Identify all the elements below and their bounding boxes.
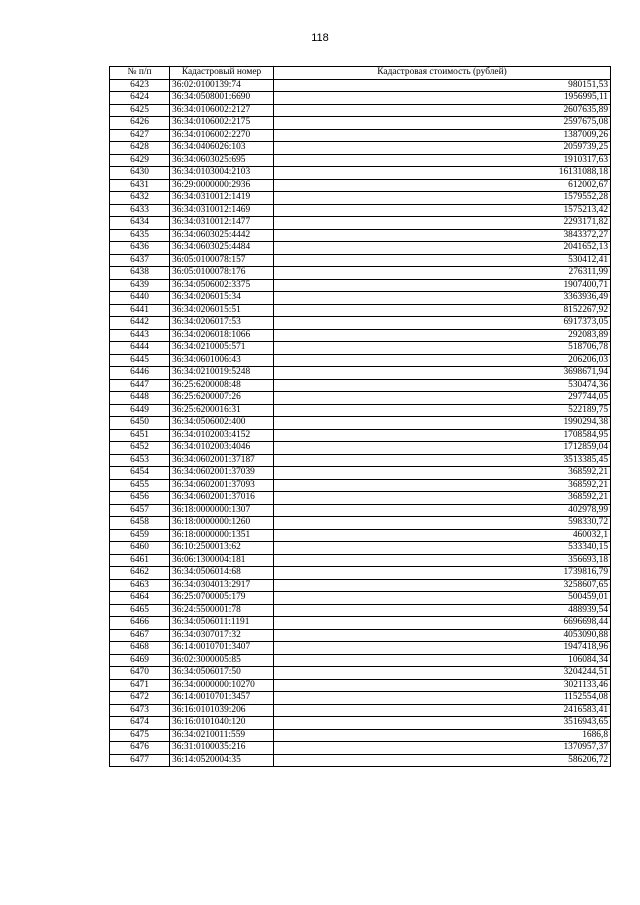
table-row	[110, 467, 611, 480]
cadastral-value-cell: 1387009,26	[274, 129, 611, 142]
table-row	[110, 629, 611, 642]
cadastral-value-cell: 3516943,65	[274, 717, 611, 730]
table-row	[110, 429, 611, 442]
table-row	[110, 754, 611, 767]
cadastral-value-cell: 2597675,08	[274, 117, 611, 130]
row-number-cell: 6477	[110, 754, 170, 767]
row-number-cell: 6466	[110, 617, 170, 630]
table-row	[110, 329, 611, 342]
cadastral-number-cell: 36:34:0102003:4046	[170, 442, 274, 455]
cadastral-value-cell: 1910317,63	[274, 154, 611, 167]
cadastral-value-cell: 1956995,11	[274, 92, 611, 105]
cadastral-number-cell: 36:34:0000000:10270	[170, 679, 274, 692]
cadastral-number-cell: 36:34:0601006:43	[170, 354, 274, 367]
column-header-cadastral-value: Кадастровая стоимость (рублей)	[274, 67, 611, 80]
table-row	[110, 217, 611, 230]
cadastral-number-cell: 36:14:0010701:3407	[170, 642, 274, 655]
cadastral-number-cell: 36:34:0206015:34	[170, 292, 274, 305]
table-row	[110, 317, 611, 330]
row-number-cell: 6434	[110, 217, 170, 230]
table-row	[110, 92, 611, 105]
row-number-cell: 6467	[110, 629, 170, 642]
cadastral-value-cell: 3204244,51	[274, 667, 611, 680]
cadastral-value-cell: 368592,21	[274, 467, 611, 480]
cadastral-value-cell: 3698671,94	[274, 367, 611, 380]
row-number-cell: 6462	[110, 567, 170, 580]
cadastral-value-cell: 292083,89	[274, 329, 611, 342]
cadastral-value-cell: 530474,36	[274, 379, 611, 392]
cadastral-number-cell: 36:25:6200008:48	[170, 379, 274, 392]
table-row	[110, 129, 611, 142]
table-row	[110, 367, 611, 380]
cadastral-number-cell: 36:18:0000000:1260	[170, 517, 274, 530]
cadastral-number-cell: 36:34:0603025:4484	[170, 242, 274, 255]
row-number-cell: 6446	[110, 367, 170, 380]
table-row	[110, 117, 611, 130]
table-row	[110, 729, 611, 742]
cadastral-number-cell: 36:34:0206015:51	[170, 304, 274, 317]
cadastral-value-table	[109, 66, 611, 767]
table-row	[110, 279, 611, 292]
row-number-cell: 6461	[110, 554, 170, 567]
cadastral-value-cell: 3258607,65	[274, 579, 611, 592]
table-row	[110, 417, 611, 430]
row-number-cell: 6438	[110, 267, 170, 280]
table-row	[110, 454, 611, 467]
table-row	[110, 604, 611, 617]
cadastral-value-cell: 4053090,88	[274, 629, 611, 642]
cadastral-value-cell: 16131088,18	[274, 167, 611, 180]
row-number-cell: 6458	[110, 517, 170, 530]
cadastral-number-cell: 36:18:0000000:1351	[170, 529, 274, 542]
cadastral-number-cell: 36:34:0210019:5248	[170, 367, 274, 380]
row-number-cell: 6432	[110, 192, 170, 205]
row-number-cell: 6451	[110, 429, 170, 442]
table-body	[110, 79, 611, 767]
table-row	[110, 592, 611, 605]
row-number-cell: 6459	[110, 529, 170, 542]
row-number-cell: 6449	[110, 404, 170, 417]
cadastral-number-cell: 36:34:0103004:2103	[170, 167, 274, 180]
table-row	[110, 442, 611, 455]
table-row	[110, 142, 611, 155]
table-row	[110, 354, 611, 367]
cadastral-number-cell: 36:34:0506002:3375	[170, 279, 274, 292]
cadastral-number-cell: 36:10:2500013:62	[170, 542, 274, 555]
cadastral-number-cell: 36:16:0101039:206	[170, 704, 274, 717]
table-row	[110, 154, 611, 167]
row-number-cell: 6469	[110, 654, 170, 667]
row-number-cell: 6424	[110, 92, 170, 105]
cadastral-number-cell: 36:25:6200016:31	[170, 404, 274, 417]
table-row	[110, 692, 611, 705]
row-number-cell: 6440	[110, 292, 170, 305]
row-number-cell: 6429	[110, 154, 170, 167]
cadastral-value-cell: 598330,72	[274, 517, 611, 530]
table-row	[110, 567, 611, 580]
cadastral-value-cell: 3513385,45	[274, 454, 611, 467]
cadastral-value-cell: 1575213,42	[274, 204, 611, 217]
cadastral-number-cell: 36:34:0210011:559	[170, 729, 274, 742]
cadastral-number-cell: 36:34:0506017:50	[170, 667, 274, 680]
table-row	[110, 742, 611, 755]
row-number-cell: 6476	[110, 742, 170, 755]
row-number-cell: 6455	[110, 479, 170, 492]
table-row	[110, 529, 611, 542]
cadastral-value-cell: 2293171,82	[274, 217, 611, 230]
row-number-cell: 6457	[110, 504, 170, 517]
cadastral-number-cell: 36:34:0406026:103	[170, 142, 274, 155]
row-number-cell: 6463	[110, 579, 170, 592]
table-row	[110, 392, 611, 405]
cadastral-number-cell: 36:34:0106002:2270	[170, 129, 274, 142]
table-row	[110, 242, 611, 255]
row-number-cell: 6470	[110, 667, 170, 680]
table-row	[110, 554, 611, 567]
cadastral-number-cell: 36:02:3000005:85	[170, 654, 274, 667]
table-row	[110, 617, 611, 630]
table-row	[110, 342, 611, 355]
cadastral-value-cell: 368592,21	[274, 479, 611, 492]
row-number-cell: 6441	[110, 304, 170, 317]
row-number-cell: 6445	[110, 354, 170, 367]
cadastral-value-cell: 488939,54	[274, 604, 611, 617]
cadastral-value-cell: 2059739,25	[274, 142, 611, 155]
row-number-cell: 6437	[110, 254, 170, 267]
cadastral-number-cell: 36:34:0102003:4152	[170, 429, 274, 442]
table-row	[110, 204, 611, 217]
row-number-cell: 6447	[110, 379, 170, 392]
row-number-cell: 6439	[110, 279, 170, 292]
cadastral-value-cell: 2416583,41	[274, 704, 611, 717]
row-number-cell: 6473	[110, 704, 170, 717]
table-row	[110, 504, 611, 517]
cadastral-number-cell: 36:34:0603025:4442	[170, 229, 274, 242]
cadastral-number-cell: 36:34:0310012:1419	[170, 192, 274, 205]
cadastral-value-cell: 6696698,44	[274, 617, 611, 630]
cadastral-number-cell: 36:34:0506011:1191	[170, 617, 274, 630]
cadastral-value-cell: 980151,53	[274, 79, 611, 92]
row-number-cell: 6443	[110, 329, 170, 342]
row-number-cell: 6450	[110, 417, 170, 430]
table-row	[110, 167, 611, 180]
table-row	[110, 192, 611, 205]
cadastral-value-cell: 530412,41	[274, 254, 611, 267]
cadastral-value-cell: 1686,8	[274, 729, 611, 742]
table-row	[110, 579, 611, 592]
table-row	[110, 404, 611, 417]
cadastral-value-cell: 1370957,37	[274, 742, 611, 755]
row-number-cell: 6431	[110, 179, 170, 192]
cadastral-value-cell: 297744,05	[274, 392, 611, 405]
row-number-cell: 6425	[110, 104, 170, 117]
cadastral-number-cell: 36:18:0000000:1307	[170, 504, 274, 517]
column-header-row-number: № п/п	[110, 67, 170, 80]
cadastral-value-cell: 276311,99	[274, 267, 611, 280]
table-row	[110, 654, 611, 667]
row-number-cell: 6456	[110, 492, 170, 505]
cadastral-value-cell: 1579552,28	[274, 192, 611, 205]
row-number-cell: 6474	[110, 717, 170, 730]
cadastral-number-cell: 36:34:0210005:571	[170, 342, 274, 355]
cadastral-number-cell: 36:05:0100078:176	[170, 267, 274, 280]
cadastral-value-cell: 1152554,08	[274, 692, 611, 705]
page-number: 118	[311, 32, 329, 44]
cadastral-number-cell: 36:31:0100035:216	[170, 742, 274, 755]
table-row	[110, 304, 611, 317]
table-row	[110, 79, 611, 92]
cadastral-number-cell: 36:34:0106002:2175	[170, 117, 274, 130]
table-row	[110, 479, 611, 492]
cadastral-number-cell: 36:34:0206017:53	[170, 317, 274, 330]
cadastral-value-cell: 206206,03	[274, 354, 611, 367]
cadastral-number-cell: 36:34:0310012:1477	[170, 217, 274, 230]
cadastral-number-cell: 36:34:0506014:68	[170, 567, 274, 580]
cadastral-value-cell: 8152267,92	[274, 304, 611, 317]
cadastral-value-cell: 500459,01	[274, 592, 611, 605]
cadastral-number-cell: 36:14:0520004:35	[170, 754, 274, 767]
row-number-cell: 6430	[110, 167, 170, 180]
cadastral-value-cell: 1907400,71	[274, 279, 611, 292]
table-row	[110, 492, 611, 505]
cadastral-number-cell: 36:14:0010701:3457	[170, 692, 274, 705]
cadastral-number-cell: 36:34:0602001:37016	[170, 492, 274, 505]
table-row	[110, 379, 611, 392]
table-row	[110, 254, 611, 267]
row-number-cell: 6435	[110, 229, 170, 242]
cadastral-number-cell: 36:25:6200007:26	[170, 392, 274, 405]
row-number-cell: 6465	[110, 604, 170, 617]
column-header-cadastral-number: Кадастровый номер	[170, 67, 274, 80]
cadastral-value-cell: 1712859,04	[274, 442, 611, 455]
cadastral-number-cell: 36:34:0304013:2917	[170, 579, 274, 592]
cadastral-number-cell: 36:16:0101040:120	[170, 717, 274, 730]
row-number-cell: 6423	[110, 79, 170, 92]
row-number-cell: 6475	[110, 729, 170, 742]
table-row	[110, 679, 611, 692]
cadastral-value-cell: 356693,18	[274, 554, 611, 567]
row-number-cell: 6468	[110, 642, 170, 655]
cadastral-value-cell: 460032,1	[274, 529, 611, 542]
row-number-cell: 6464	[110, 592, 170, 605]
table-row	[110, 292, 611, 305]
cadastral-number-cell: 36:02:0100139:74	[170, 79, 274, 92]
cadastral-value-cell: 522189,75	[274, 404, 611, 417]
table-row	[110, 179, 611, 192]
row-number-cell: 6433	[110, 204, 170, 217]
cadastral-value-cell: 3843372,27	[274, 229, 611, 242]
row-number-cell: 6428	[110, 142, 170, 155]
table-row	[110, 642, 611, 655]
row-number-cell: 6426	[110, 117, 170, 130]
cadastral-number-cell: 36:34:0307017:32	[170, 629, 274, 642]
row-number-cell: 6444	[110, 342, 170, 355]
table-row	[110, 717, 611, 730]
cadastral-value-cell: 2607635,89	[274, 104, 611, 117]
row-number-cell: 6452	[110, 442, 170, 455]
cadastral-number-cell: 36:34:0106002:2127	[170, 104, 274, 117]
row-number-cell: 6460	[110, 542, 170, 555]
row-number-cell: 6442	[110, 317, 170, 330]
cadastral-value-cell: 6917373,05	[274, 317, 611, 330]
cadastral-value-cell: 518706,78	[274, 342, 611, 355]
table-row	[110, 704, 611, 717]
cadastral-number-cell: 36:34:0602001:37093	[170, 479, 274, 492]
cadastral-number-cell: 36:25:0700005:179	[170, 592, 274, 605]
cadastral-number-cell: 36:34:0310012:1469	[170, 204, 274, 217]
table-row	[110, 104, 611, 117]
cadastral-number-cell: 36:05:0100078:157	[170, 254, 274, 267]
table-row	[110, 542, 611, 555]
cadastral-number-cell: 36:34:0506002:400	[170, 417, 274, 430]
cadastral-value-cell: 3021133,46	[274, 679, 611, 692]
cadastral-value-cell: 586206,72	[274, 754, 611, 767]
table-row	[110, 267, 611, 280]
cadastral-value-cell: 1947418,96	[274, 642, 611, 655]
cadastral-value-cell: 612002,67	[274, 179, 611, 192]
cadastral-value-cell: 1990294,38	[274, 417, 611, 430]
row-number-cell: 6427	[110, 129, 170, 142]
row-number-cell: 6453	[110, 454, 170, 467]
cadastral-number-cell: 36:34:0602001:37187	[170, 454, 274, 467]
cadastral-value-cell: 2041652,13	[274, 242, 611, 255]
cadastral-number-cell: 36:34:0603025:695	[170, 154, 274, 167]
cadastral-value-cell: 402978,99	[274, 504, 611, 517]
row-number-cell: 6471	[110, 679, 170, 692]
row-number-cell: 6472	[110, 692, 170, 705]
row-number-cell: 6448	[110, 392, 170, 405]
cadastral-value-cell: 1708584,95	[274, 429, 611, 442]
cadastral-value-cell: 106084,34	[274, 654, 611, 667]
cadastral-number-cell: 36:24:5500001:78	[170, 604, 274, 617]
row-number-cell: 6454	[110, 467, 170, 480]
table-header-row	[110, 67, 611, 80]
table-row	[110, 517, 611, 530]
table-row	[110, 229, 611, 242]
cadastral-number-cell: 36:34:0508001:6690	[170, 92, 274, 105]
cadastral-number-cell: 36:06:1300004:181	[170, 554, 274, 567]
cadastral-number-cell: 36:29:0000000:2936	[170, 179, 274, 192]
row-number-cell: 6436	[110, 242, 170, 255]
cadastral-number-cell: 36:34:0602001:37039	[170, 467, 274, 480]
cadastral-number-cell: 36:34:0206018:1066	[170, 329, 274, 342]
table-row	[110, 667, 611, 680]
cadastral-value-cell: 533340,15	[274, 542, 611, 555]
cadastral-value-cell: 368592,21	[274, 492, 611, 505]
cadastral-value-cell: 3363936,49	[274, 292, 611, 305]
cadastral-value-cell: 1739816,79	[274, 567, 611, 580]
